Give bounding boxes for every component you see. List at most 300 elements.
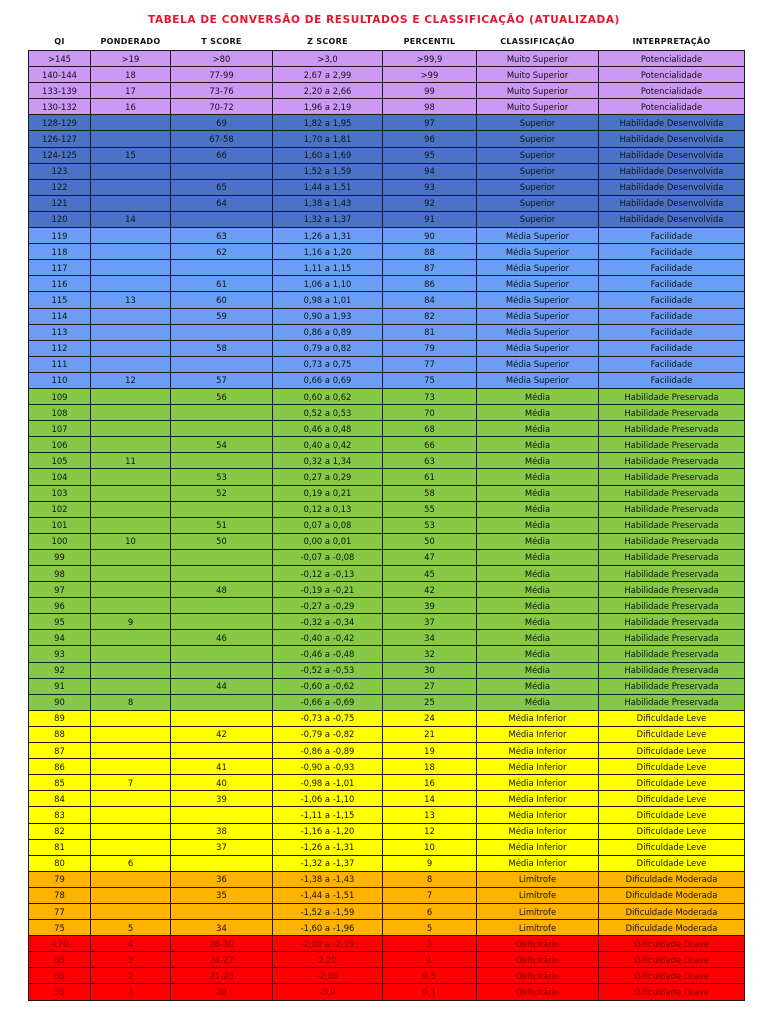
cell-z-score: 0,60 a 0,62: [273, 388, 383, 404]
cell-z-score: 0,00 a 0,01: [273, 533, 383, 549]
cell-t-score: [171, 662, 273, 678]
cell-t-score: [171, 646, 273, 662]
cell-qi: 113: [29, 324, 91, 340]
cell-percentil: 86: [383, 276, 477, 292]
cell-ponderado: [91, 630, 171, 646]
table-row: [29, 936, 745, 952]
cell-qi: <70: [29, 936, 91, 952]
cell-interpretacao: Habilidade Desenvolvida: [599, 163, 745, 179]
cell-classificacao: Média Inferior: [477, 855, 599, 871]
cell-qi: 115: [29, 292, 91, 308]
cell-interpretacao: Habilidade Preservada: [599, 517, 745, 533]
cell-ponderado: [91, 405, 171, 421]
cell-qi: 96: [29, 598, 91, 614]
cell-z-score: 0,52 a 0,53: [273, 405, 383, 421]
cell-classificacao: Média Inferior: [477, 791, 599, 807]
cell-interpretacao: Potencialidade: [599, 83, 745, 99]
cell-t-score: [171, 163, 273, 179]
cell-interpretacao: Habilidade Desenvolvida: [599, 195, 745, 211]
cell-t-score: 50: [171, 533, 273, 549]
cell-ponderado: [91, 469, 171, 485]
cell-classificacao: Muito Superior: [477, 51, 599, 67]
cell-t-score: [171, 566, 273, 582]
cell-percentil: 0,5: [383, 968, 477, 984]
cell-t-score: [171, 598, 273, 614]
cell-interpretacao: Dificuldade Grave: [599, 984, 745, 1000]
cell-interpretacao: Habilidade Preservada: [599, 421, 745, 437]
cell-t-score: [171, 614, 273, 630]
cell-interpretacao: Facilidade: [599, 292, 745, 308]
cell-t-score: 51: [171, 517, 273, 533]
cell-interpretacao: Facilidade: [599, 324, 745, 340]
cell-qi: 140-144: [29, 67, 91, 83]
cell-classificacao: Média Superior: [477, 276, 599, 292]
cell-qi: 117: [29, 260, 91, 276]
header-ponderado: PONDERADO: [91, 33, 171, 51]
cell-interpretacao: Dificuldade Leve: [599, 710, 745, 726]
cell-z-score: 1,44 a 1,51: [273, 179, 383, 195]
cell-ponderado: 5: [91, 920, 171, 936]
cell-percentil: 70: [383, 405, 477, 421]
cell-percentil: 98: [383, 99, 477, 115]
table-row: [29, 823, 745, 839]
cell-t-score: 77-99: [171, 67, 273, 83]
cell-ponderado: [91, 324, 171, 340]
table-row: [29, 99, 745, 115]
cell-t-score: [171, 405, 273, 421]
header-t-score: T SCORE: [171, 33, 273, 51]
cell-z-score: -2,00 a -2,19: [273, 936, 383, 952]
table-row: [29, 421, 745, 437]
table-row: [29, 807, 745, 823]
cell-percentil: 21: [383, 726, 477, 742]
cell-z-score: -1,16 a -1,20: [273, 823, 383, 839]
cell-percentil: >99,9: [383, 51, 477, 67]
table-row: [29, 51, 745, 67]
cell-classificacao: Deficitário: [477, 984, 599, 1000]
cell-percentil: 9: [383, 855, 477, 871]
cell-z-score: 1,32 a 1,37: [273, 211, 383, 227]
cell-classificacao: Limítrofe: [477, 920, 599, 936]
cell-interpretacao: Dificuldade Leve: [599, 823, 745, 839]
cell-classificacao: Média: [477, 662, 599, 678]
cell-percentil: 45: [383, 566, 477, 582]
cell-z-score: -0,27 a -0,29: [273, 598, 383, 614]
cell-ponderado: 8: [91, 694, 171, 710]
cell-interpretacao: Dificuldade Leve: [599, 743, 745, 759]
cell-t-score: 59: [171, 308, 273, 324]
cell-interpretacao: Facilidade: [599, 340, 745, 356]
cell-classificacao: Muito Superior: [477, 99, 599, 115]
cell-qi: 84: [29, 791, 91, 807]
cell-classificacao: Superior: [477, 179, 599, 195]
cell-qi: 60: [29, 968, 91, 984]
cell-percentil: 61: [383, 469, 477, 485]
cell-t-score: [171, 501, 273, 517]
table-row: [29, 791, 745, 807]
table-row: [29, 582, 745, 598]
cell-t-score: [171, 211, 273, 227]
cell-z-score: -0,98 a -1,01: [273, 775, 383, 791]
cell-t-score: 42: [171, 726, 273, 742]
cell-interpretacao: Habilidade Desenvolvida: [599, 115, 745, 131]
table-row: [29, 726, 745, 742]
cell-classificacao: Média: [477, 517, 599, 533]
table-row: [29, 662, 745, 678]
cell-percentil: 5: [383, 920, 477, 936]
table-row: [29, 871, 745, 887]
cell-t-score: 28-30: [171, 936, 273, 952]
cell-percentil: 84: [383, 292, 477, 308]
cell-z-score: 2,20: [273, 952, 383, 968]
cell-ponderado: [91, 662, 171, 678]
cell-percentil: 39: [383, 598, 477, 614]
cell-percentil: 94: [383, 163, 477, 179]
cell-z-score: -0,66 a -0,69: [273, 694, 383, 710]
cell-t-score: 44: [171, 678, 273, 694]
cell-qi: 103: [29, 485, 91, 501]
cell-t-score: 24-27: [171, 952, 273, 968]
cell-percentil: 1: [383, 952, 477, 968]
cell-classificacao: Média Superior: [477, 292, 599, 308]
cell-ponderado: 10: [91, 533, 171, 549]
table-row: [29, 388, 745, 404]
cell-interpretacao: Facilidade: [599, 244, 745, 260]
header-classificacao: CLASSIFICAÇÃO: [477, 33, 599, 51]
cell-percentil: 24: [383, 710, 477, 726]
cell-percentil: 6: [383, 903, 477, 919]
table-row: [29, 324, 745, 340]
cell-classificacao: Média Superior: [477, 372, 599, 388]
cell-interpretacao: Facilidade: [599, 276, 745, 292]
cell-qi: 123: [29, 163, 91, 179]
cell-z-score: >3,0: [273, 51, 383, 67]
cell-classificacao: Média: [477, 501, 599, 517]
cell-ponderado: [91, 566, 171, 582]
cell-classificacao: Deficitário: [477, 968, 599, 984]
cell-classificacao: Média: [477, 614, 599, 630]
cell-z-score: -0,60 a -0,62: [273, 678, 383, 694]
cell-classificacao: Média Superior: [477, 244, 599, 260]
cell-z-score: -0,79 a -0,82: [273, 726, 383, 742]
cell-ponderado: [91, 163, 171, 179]
cell-percentil: 58: [383, 485, 477, 501]
cell-ponderado: [91, 517, 171, 533]
cell-t-score: 54: [171, 437, 273, 453]
cell-z-score: 0,27 a 0,29: [273, 469, 383, 485]
cell-qi: 87: [29, 743, 91, 759]
cell-percentil: 99: [383, 83, 477, 99]
cell-percentil: 96: [383, 131, 477, 147]
cell-classificacao: Superior: [477, 147, 599, 163]
cell-interpretacao: Potencialidade: [599, 99, 745, 115]
table-row: [29, 566, 745, 582]
cell-qi: 97: [29, 582, 91, 598]
cell-z-score: 1,96 a 2,19: [273, 99, 383, 115]
cell-z-score: 1,82 a 1,95: [273, 115, 383, 131]
cell-percentil: 16: [383, 775, 477, 791]
cell-interpretacao: Habilidade Preservada: [599, 694, 745, 710]
cell-ponderado: 12: [91, 372, 171, 388]
cell-t-score: 46: [171, 630, 273, 646]
cell-percentil: 42: [383, 582, 477, 598]
cell-t-score: [171, 260, 273, 276]
table-row: [29, 903, 745, 919]
table-row: [29, 131, 745, 147]
cell-interpretacao: Dificuldade Moderada: [599, 887, 745, 903]
cell-ponderado: [91, 582, 171, 598]
cell-interpretacao: Habilidade Preservada: [599, 533, 745, 549]
cell-classificacao: Superior: [477, 195, 599, 211]
cell-percentil: 81: [383, 324, 477, 340]
cell-classificacao: Média: [477, 485, 599, 501]
cell-interpretacao: Dificuldade Moderada: [599, 920, 745, 936]
cell-qi: 111: [29, 356, 91, 372]
cell-ponderado: [91, 308, 171, 324]
cell-qi: 100: [29, 533, 91, 549]
page-title: TABELA DE CONVERSÃO DE RESULTADOS E CLASSIFICAÇÃO (ATUALIZADA): [148, 14, 620, 26]
cell-t-score: 73-76: [171, 83, 273, 99]
cell-interpretacao: Dificuldade Leve: [599, 791, 745, 807]
cell-ponderado: 11: [91, 453, 171, 469]
cell-percentil: 7: [383, 887, 477, 903]
cell-z-score: -1,26 a -1,31: [273, 839, 383, 855]
cell-ponderado: >19: [91, 51, 171, 67]
cell-classificacao: Superior: [477, 163, 599, 179]
cell-z-score: -0,46 a -0,48: [273, 646, 383, 662]
cell-ponderado: [91, 388, 171, 404]
cell-qi: 94: [29, 630, 91, 646]
cell-interpretacao: Dificuldade Leve: [599, 759, 745, 775]
table-row: [29, 968, 745, 984]
cell-percentil: 13: [383, 807, 477, 823]
cell-classificacao: Média Inferior: [477, 823, 599, 839]
cell-interpretacao: Facilidade: [599, 356, 745, 372]
header-z-score: Z SCORE: [273, 33, 383, 51]
cell-ponderado: [91, 228, 171, 244]
cell-ponderado: 9: [91, 614, 171, 630]
cell-t-score: 62: [171, 244, 273, 260]
cell-percentil: 93: [383, 179, 477, 195]
cell-classificacao: Deficitário: [477, 952, 599, 968]
cell-t-score: 21-23: [171, 968, 273, 984]
cell-z-score: 0,32 a 1,34: [273, 453, 383, 469]
cell-percentil: 47: [383, 549, 477, 565]
cell-interpretacao: Habilidade Preservada: [599, 405, 745, 421]
cell-ponderado: 17: [91, 83, 171, 99]
cell-percentil: 95: [383, 147, 477, 163]
cell-classificacao: Média: [477, 421, 599, 437]
cell-ponderado: [91, 887, 171, 903]
cell-t-score: 60: [171, 292, 273, 308]
cell-classificacao: Média: [477, 549, 599, 565]
cell-ponderado: [91, 195, 171, 211]
cell-interpretacao: Habilidade Preservada: [599, 582, 745, 598]
table-row: [29, 372, 745, 388]
cell-classificacao: Média Inferior: [477, 726, 599, 742]
cell-ponderado: 14: [91, 211, 171, 227]
cell-interpretacao: Facilidade: [599, 228, 745, 244]
cell-ponderado: 2: [91, 968, 171, 984]
cell-z-score: -0,07 a -0,08: [273, 549, 383, 565]
cell-percentil: 19: [383, 743, 477, 759]
cell-z-score: -1,06 a -1,10: [273, 791, 383, 807]
cell-percentil: 68: [383, 421, 477, 437]
cell-interpretacao: Facilidade: [599, 372, 745, 388]
cell-qi: 99: [29, 549, 91, 565]
cell-t-score: >80: [171, 51, 273, 67]
cell-z-score: 0,46 a 0,48: [273, 421, 383, 437]
cell-t-score: 39: [171, 791, 273, 807]
cell-z-score: 1,11 a 1,15: [273, 260, 383, 276]
cell-percentil: >99: [383, 67, 477, 83]
cell-t-score: 37: [171, 839, 273, 855]
cell-interpretacao: Habilidade Preservada: [599, 662, 745, 678]
cell-t-score: 58: [171, 340, 273, 356]
cell-z-score: 0,19 a 0,21: [273, 485, 383, 501]
cell-classificacao: Superior: [477, 131, 599, 147]
cell-z-score: -0,73 a -0,75: [273, 710, 383, 726]
cell-t-score: 65: [171, 179, 273, 195]
cell-z-score: 1,70 a 1,81: [273, 131, 383, 147]
cell-z-score: 1,26 a 1,31: [273, 228, 383, 244]
cell-qi: 106: [29, 437, 91, 453]
cell-percentil: 77: [383, 356, 477, 372]
cell-interpretacao: Dificuldade Leve: [599, 807, 745, 823]
cell-qi: 88: [29, 726, 91, 742]
cell-ponderado: [91, 598, 171, 614]
cell-ponderado: [91, 710, 171, 726]
cell-classificacao: Média: [477, 388, 599, 404]
cell-ponderado: [91, 791, 171, 807]
cell-qi: 89: [29, 710, 91, 726]
table-row: [29, 276, 745, 292]
cell-percentil: 34: [383, 630, 477, 646]
cell-percentil: 88: [383, 244, 477, 260]
table-row: [29, 340, 745, 356]
cell-t-score: 67-58: [171, 131, 273, 147]
cell-z-score: 0,90 a 1,93: [273, 308, 383, 324]
cell-z-score: -1,38 a -1,43: [273, 871, 383, 887]
cell-interpretacao: Habilidade Preservada: [599, 453, 745, 469]
cell-z-score: -1,52 a -1,59: [273, 903, 383, 919]
cell-ponderado: [91, 678, 171, 694]
cell-percentil: 50: [383, 533, 477, 549]
cell-qi: 90: [29, 694, 91, 710]
cell-percentil: 27: [383, 678, 477, 694]
cell-z-score: -0,32 a -0,34: [273, 614, 383, 630]
table-row: [29, 67, 745, 83]
cell-qi: 101: [29, 517, 91, 533]
cell-ponderado: [91, 823, 171, 839]
cell-z-score: -2,60: [273, 968, 383, 984]
cell-z-score: -3,0: [273, 984, 383, 1000]
cell-ponderado: [91, 276, 171, 292]
cell-interpretacao: Potencialidade: [599, 51, 745, 67]
cell-z-score: 1,52 a 1,59: [273, 163, 383, 179]
cell-qi: 55: [29, 984, 91, 1000]
cell-classificacao: Muito Superior: [477, 67, 599, 83]
table-row: [29, 308, 745, 324]
cell-z-score: -1,44 a -1,51: [273, 887, 383, 903]
cell-qi: 109: [29, 388, 91, 404]
table-row: [29, 694, 745, 710]
table-row: [29, 775, 745, 791]
cell-percentil: 30: [383, 662, 477, 678]
cell-interpretacao: Dificuldade Grave: [599, 952, 745, 968]
cell-interpretacao: Dificuldade Leve: [599, 775, 745, 791]
cell-percentil: 2: [383, 936, 477, 952]
cell-ponderado: [91, 903, 171, 919]
cell-qi: 120: [29, 211, 91, 227]
cell-z-score: 0,12 a 0,13: [273, 501, 383, 517]
cell-classificacao: Média Inferior: [477, 743, 599, 759]
cell-percentil: 25: [383, 694, 477, 710]
cell-qi: 128-129: [29, 115, 91, 131]
table-row: [29, 646, 745, 662]
cell-z-score: -1,60 a -1,96: [273, 920, 383, 936]
table-row: [29, 517, 745, 533]
cell-interpretacao: Habilidade Preservada: [599, 388, 745, 404]
table-body: [29, 51, 745, 1001]
cell-ponderado: [91, 131, 171, 147]
cell-classificacao: Média: [477, 533, 599, 549]
cell-t-score: 70-72: [171, 99, 273, 115]
cell-percentil: 90: [383, 228, 477, 244]
table-row: [29, 839, 745, 855]
cell-t-score: 48: [171, 582, 273, 598]
table-row: [29, 179, 745, 195]
cell-t-score: [171, 356, 273, 372]
table-row: [29, 710, 745, 726]
cell-z-score: -0,52 a -0,53: [273, 662, 383, 678]
cell-ponderado: 1: [91, 984, 171, 1000]
cell-classificacao: Média Inferior: [477, 775, 599, 791]
cell-ponderado: 4: [91, 936, 171, 952]
cell-ponderado: [91, 646, 171, 662]
cell-t-score: 35: [171, 887, 273, 903]
cell-percentil: 0,1: [383, 984, 477, 1000]
cell-classificacao: Média Superior: [477, 324, 599, 340]
table-row: [29, 855, 745, 871]
table-row: [29, 920, 745, 936]
cell-ponderado: [91, 115, 171, 131]
cell-t-score: [171, 324, 273, 340]
cell-ponderado: [91, 839, 171, 855]
cell-percentil: 53: [383, 517, 477, 533]
table-row: [29, 356, 745, 372]
cell-interpretacao: Habilidade Desenvolvida: [599, 147, 745, 163]
cell-qi: 98: [29, 566, 91, 582]
cell-qi: 95: [29, 614, 91, 630]
cell-interpretacao: Dificuldade Grave: [599, 968, 745, 984]
cell-classificacao: Limítrofe: [477, 871, 599, 887]
cell-interpretacao: Habilidade Preservada: [599, 485, 745, 501]
cell-percentil: 66: [383, 437, 477, 453]
cell-ponderado: [91, 340, 171, 356]
cell-classificacao: Média: [477, 582, 599, 598]
cell-classificacao: Média Superior: [477, 340, 599, 356]
cell-ponderado: [91, 549, 171, 565]
cell-qi: 83: [29, 807, 91, 823]
table-row: [29, 437, 745, 453]
cell-classificacao: Média: [477, 566, 599, 582]
cell-classificacao: Deficitário: [477, 936, 599, 952]
cell-ponderado: [91, 726, 171, 742]
cell-t-score: [171, 855, 273, 871]
cell-qi: 108: [29, 405, 91, 421]
cell-z-score: 2,67 a 2,99: [273, 67, 383, 83]
